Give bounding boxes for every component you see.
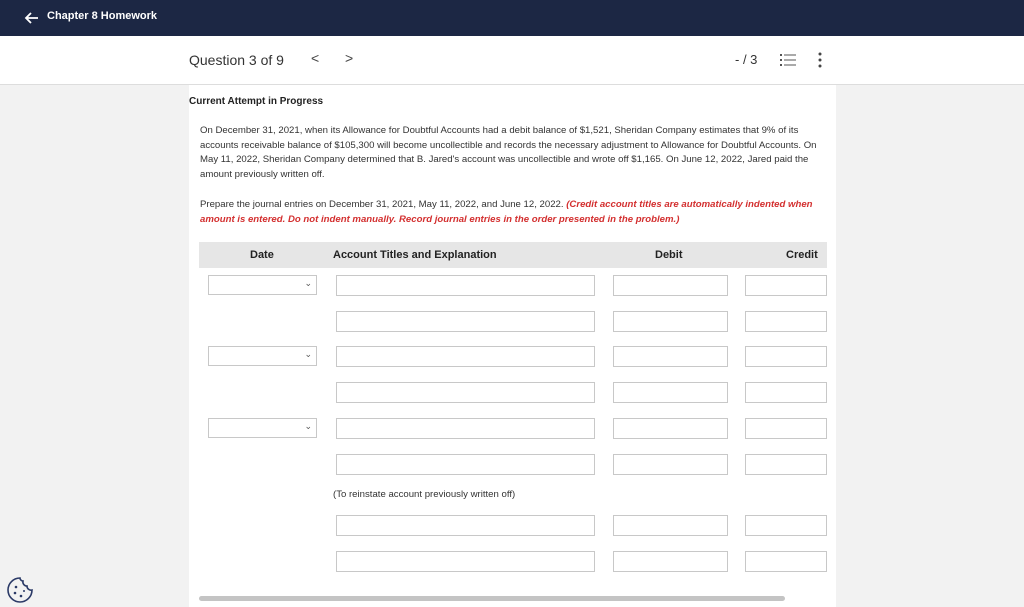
account-header: Account Titles and Explanation [333, 249, 497, 261]
instruction-text: Prepare the journal entries on December 31, 2021, May 11, 2022, and June 12, 2022. [200, 199, 564, 210]
account-title-input[interactable] [336, 515, 595, 536]
account-title-input[interactable] [336, 311, 595, 332]
instructions [200, 198, 824, 227]
credit-header: Credit [786, 249, 818, 261]
credit-input[interactable] [745, 382, 827, 403]
instruction-note: (Credit account titles are automatically indented when amount is entered. Do not indent manually. Record journal entries in the order presented in the problem.) [200, 199, 813, 225]
top-bar [0, 0, 1024, 36]
date-select[interactable] [208, 418, 317, 438]
debit-input[interactable] [613, 275, 728, 296]
account-title-input[interactable] [336, 275, 595, 296]
entry-explanation: (To reinstate account previously written off) [333, 489, 516, 500]
chevron-down-icon: ⌄ [304, 278, 312, 288]
credit-input[interactable] [745, 311, 827, 332]
credit-input[interactable] [745, 346, 827, 367]
chevron-down-icon: ⌄ [304, 349, 312, 359]
debit-input[interactable] [613, 382, 728, 403]
attempt-status: Current Attempt in Progress [189, 96, 324, 107]
question-list-icon[interactable] [780, 53, 796, 67]
next-question-button[interactable]: > [345, 50, 354, 66]
account-title-input[interactable] [336, 382, 595, 403]
debit-input[interactable] [613, 418, 728, 439]
debit-input[interactable] [613, 311, 728, 332]
credit-input[interactable] [745, 418, 827, 439]
debit-input[interactable] [613, 515, 728, 536]
account-title-input[interactable] [336, 551, 595, 572]
cookie-settings-icon[interactable] [6, 576, 34, 604]
debit-input[interactable] [613, 551, 728, 572]
arrow-left-icon[interactable] [22, 8, 42, 28]
horizontal-scrollbar[interactable] [199, 596, 785, 601]
problem-text: On December 31, 2021, when its Allowance for Doubtful Accounts had a debit balance of $1,521, Sheridan Company estimates that 9% of its accounts receivable balance of $105,300 will become uncollectible and records the necessary adjustment to Allowance for Doubtful Accounts. On May 11, 2022, Sheridan Company determined that B. Jared's account was uncollectible and wrote off $1,165. On June 12, 2022, Jared paid the amount previously written off. [200, 125, 817, 180]
date-header: Date [250, 249, 274, 261]
date-select[interactable] [208, 275, 317, 295]
debit-input[interactable] [613, 346, 728, 367]
account-title-input[interactable] [336, 346, 595, 367]
assignment-title[interactable]: Chapter 8 Homework [47, 10, 158, 22]
question-bar [0, 36, 1024, 85]
account-title-input[interactable] [336, 418, 595, 439]
credit-input[interactable] [745, 551, 827, 572]
journal-table-header [199, 242, 827, 268]
debit-input[interactable] [613, 454, 728, 475]
question-score: - / 3 [735, 52, 758, 67]
chevron-down-icon: ⌄ [304, 421, 312, 431]
credit-input[interactable] [745, 515, 827, 536]
account-title-input[interactable] [336, 454, 595, 475]
date-select[interactable] [208, 346, 317, 366]
prev-question-button[interactable]: < [311, 50, 320, 66]
more-options-icon[interactable] [814, 51, 826, 69]
credit-input[interactable] [745, 454, 827, 475]
credit-input[interactable] [745, 275, 827, 296]
debit-header: Debit [655, 249, 683, 261]
question-label[interactable]: Question 3 of 9 [189, 52, 284, 68]
